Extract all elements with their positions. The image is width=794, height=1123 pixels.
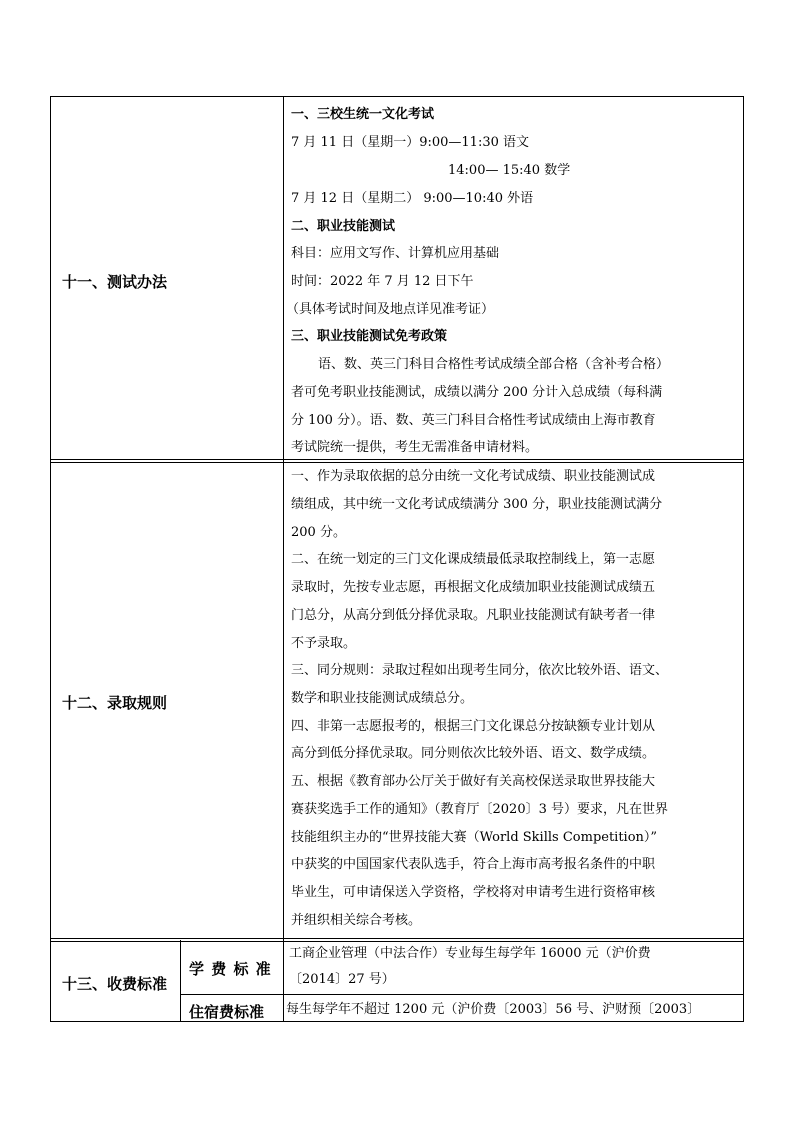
- lodging-line: 每生每学年不超过 1200 元（沪价费〔2003〕56 号、沪财预〔2003〕: [286, 1002, 701, 1017]
- s12-line: 200 分。: [291, 525, 346, 540]
- s12-line: 一、作为录取依据的总分由统一文化考试成绩、职业技能测试成: [291, 469, 656, 484]
- s11-line: 考试院统一提供，考生无需准备申请材料。: [291, 440, 539, 455]
- s11-line: 分 100 分）。语、数、英三门科目合格性考试成绩由上海市教育: [291, 413, 656, 428]
- section-12-label: 十二、录取规则: [62, 694, 168, 712]
- s11-line: 7 月 12 日（星期二） 9:00—10:40 外语: [291, 191, 534, 206]
- s12-line: 数学和职业技能测试成绩总分。: [291, 691, 474, 706]
- s12-line: 二、在统一划定的三门文化课成绩最低录取控制线上，第一志愿: [291, 552, 656, 567]
- tuition-line: 〔2014〕27 号）: [289, 972, 395, 987]
- s11-heading-3: 三、职业技能测试免考政策: [291, 329, 448, 344]
- s12-line: 绩组成，其中统一文化考试成绩满分 300 分，职业技能测试满分: [291, 497, 663, 512]
- s11-line: 14:00— 15:40 数学: [448, 163, 571, 178]
- row-separator: [180, 994, 744, 995]
- s11-line: 者可免考职业技能测试，成绩以满分 200 分计入总成绩（每科满: [291, 385, 663, 400]
- s12-line: 毕业生，可申请保送入学资格，学校将对申请考生进行资格审核: [291, 885, 656, 900]
- s12-line: 中获奖的中国国家代表队选手，符合上海市高考报名条件的中职: [291, 857, 656, 872]
- s12-line: 三、同分规则：录取过程如出现考生同分，依次比较外语、语文、: [291, 663, 669, 678]
- section-13-label: 十三、收费标准: [62, 975, 168, 993]
- s12-line: 技能组织主办的“世界技能大赛（World Skills Competition）”: [291, 830, 658, 845]
- s11-line: 语、数、英三门科目合格性考试成绩全部合格（含补考合格）: [318, 357, 670, 372]
- sub-column-divider: [180, 940, 181, 1022]
- lodging-standard-label: 住宿费标准: [189, 1003, 265, 1021]
- s12-line: 赛获奖选手工作的通知》（教育厅〔2020〕3 号）要求，凡在世界: [291, 802, 668, 817]
- s11-line: 时间：2022 年 7 月 12 日下午: [291, 274, 474, 289]
- s12-line: 并组织相关综合考核。: [291, 913, 422, 928]
- s11-line: 7 月 11 日（星期一）9:00—11:30 语文: [291, 135, 529, 150]
- s12-line: 五、根据《教育部办公厅关于做好有关高校保送录取世界技能大: [291, 774, 656, 789]
- s11-line: （具体考试时间及地点详见准考证）: [286, 302, 495, 317]
- s12-line: 录取时，先按专业志愿，再根据文化成绩加职业技能测试成绩五: [291, 580, 656, 595]
- s11-line: 科目：应用文写作、计算机应用基础: [291, 246, 500, 261]
- tuition-line: 工商企业管理（中法合作）专业每生每学年 16000 元（沪价费: [289, 946, 651, 961]
- s12-line: 四、非第一志愿报考的，根据三门文化课总分按缺额专业计划从: [291, 719, 656, 734]
- s12-line: 高分到低分择优录取。同分则依次比较外语、语文、数学成绩。: [291, 746, 656, 761]
- s12-line: 不予录取。: [291, 636, 357, 651]
- s12-line: 门总分，从高分到低分择优录取。凡职业技能测试有缺考者一律: [291, 608, 656, 623]
- s11-heading-1: 一、三校生统一文化考试: [291, 107, 435, 122]
- row-separator: [50, 459, 744, 463]
- section-11-label: 十一、测试办法: [62, 273, 168, 291]
- column-divider: [283, 96, 284, 1022]
- s11-heading-2: 二、职业技能测试: [291, 219, 396, 234]
- tuition-standard-label: 学 费 标 准: [189, 960, 272, 978]
- row-separator: [50, 938, 744, 942]
